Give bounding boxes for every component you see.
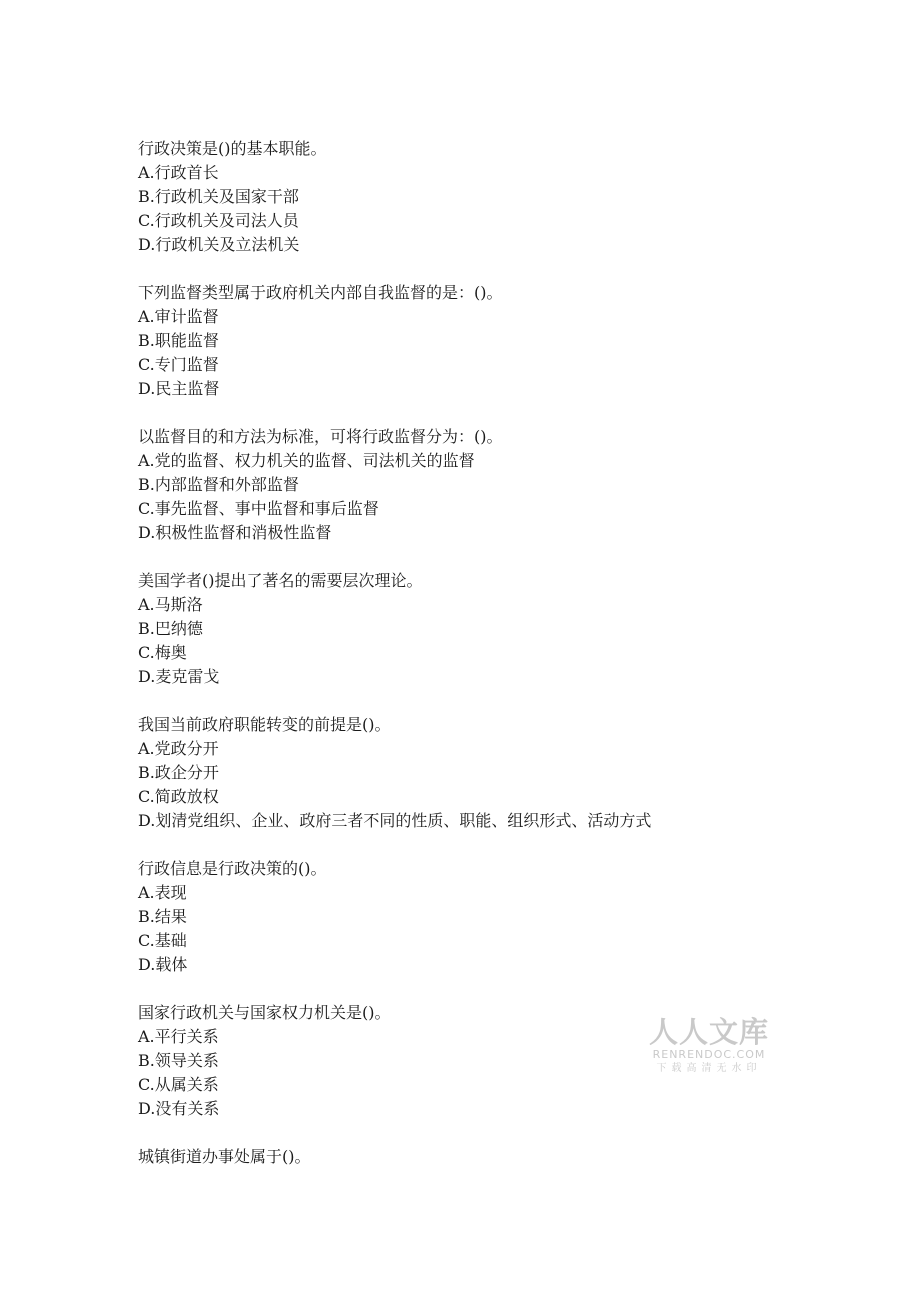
option-b: B.内部监督和外部监督 (138, 475, 299, 494)
option-a: A.党的监督、权力机关的监督、司法机关的监督 (138, 451, 475, 470)
question-4 (138, 569, 858, 689)
option-a: A.行政首长 (138, 163, 219, 182)
question-stem: 国家行政机关与国家权力机关是()。 (138, 1003, 391, 1022)
question-stem: 我国当前政府职能转变的前提是()。 (138, 715, 391, 734)
watermark-logo (646, 1016, 772, 1075)
question-stem: 美国学者()提出了著名的需要层次理论。 (138, 571, 423, 590)
option-b: B.政企分开 (138, 763, 219, 782)
option-d: D.划清党组织、企业、政府三者不同的性质、职能、组织形式、活动方式 (138, 811, 652, 830)
question-stem: 行政信息是行政决策的()。 (138, 859, 327, 878)
option-a: A.表现 (138, 883, 187, 902)
option-d: D.积极性监督和消极性监督 (138, 523, 332, 542)
question-stem: 城镇街道办事处属于()。 (138, 1147, 311, 1166)
question-5 (138, 713, 858, 833)
question-3 (138, 425, 858, 545)
option-c: C.梅奥 (138, 643, 187, 662)
option-d: D.行政机关及立法机关 (138, 235, 300, 254)
option-c: C.基础 (138, 931, 187, 950)
question-2 (138, 281, 858, 401)
option-b: B.职能监督 (138, 331, 219, 350)
question-1 (138, 137, 858, 257)
option-d: D.载体 (138, 955, 188, 974)
option-c: C.事先监督、事中监督和事后监督 (138, 499, 379, 518)
option-d: D.麦克雷戈 (138, 667, 220, 686)
watermark-main-text: 人人文库 (648, 1015, 769, 1049)
watermark-sub-text: 下载高清无水印 (656, 1063, 762, 1074)
option-c: C.从属关系 (138, 1075, 219, 1094)
option-b: B.结果 (138, 907, 187, 926)
option-c: C.行政机关及司法人员 (138, 211, 299, 230)
question-stem: 下列监督类型属于政府机关内部自我监督的是：()。 (138, 283, 503, 302)
question-6 (138, 857, 858, 977)
option-a: A.平行关系 (138, 1027, 219, 1046)
watermark-domain-text: RENRENDOC.COM (652, 1048, 766, 1061)
option-a: A.马斯洛 (138, 595, 203, 614)
option-d: D.没有关系 (138, 1099, 220, 1118)
option-b: B.巴纳德 (138, 619, 203, 638)
question-stem: 行政决策是()的基本职能。 (138, 139, 327, 158)
question-8 (138, 1145, 858, 1169)
option-d: D.民主监督 (138, 379, 220, 398)
option-c: C.专门监督 (138, 355, 219, 374)
question-stem: 以监督目的和方法为标准，可将行政监督分为：()。 (138, 427, 503, 446)
option-b: B.行政机关及国家干部 (138, 187, 299, 206)
option-a: A.审计监督 (138, 307, 219, 326)
option-a: A.党政分开 (138, 739, 219, 758)
option-b: B.领导关系 (138, 1051, 219, 1070)
option-c: C.简政放权 (138, 787, 219, 806)
